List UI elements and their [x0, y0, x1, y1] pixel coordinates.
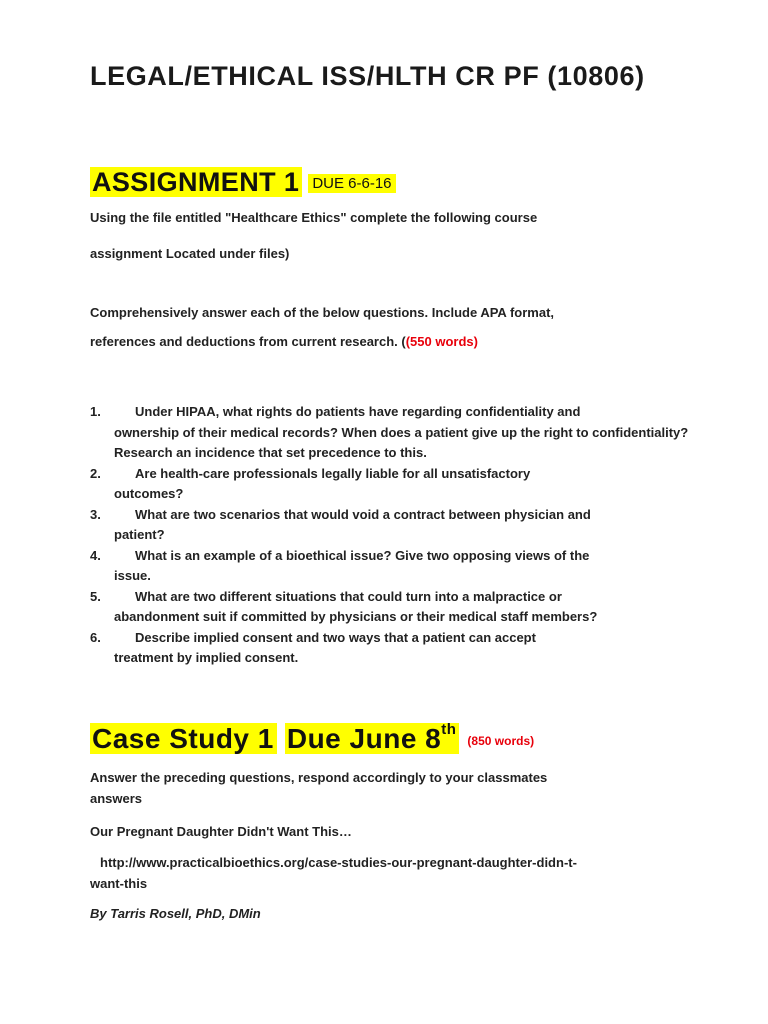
- assignment-directions-line-2: [90, 334, 710, 349]
- assignment-directions-line-1: Comprehensively answer each of the below questions. Include APA format,: [90, 305, 555, 320]
- question-item: [90, 505, 730, 546]
- question-item: [90, 587, 730, 628]
- question-text-first: Describe implied consent and two ways that a patient can accept: [135, 629, 536, 645]
- case-study-url-line-2[interactable]: want-this: [90, 876, 148, 891]
- question-item: [90, 402, 730, 464]
- question-number: 2.: [90, 465, 101, 481]
- question-number: 5.: [90, 588, 101, 604]
- question-item: [90, 546, 730, 587]
- question-item: [90, 464, 730, 505]
- assignment-title: ASSIGNMENT 1: [90, 167, 302, 197]
- question-text-rest: outcomes?: [114, 486, 184, 501]
- case-study-title: Case Study 1: [90, 723, 277, 754]
- question-number: 4.: [90, 547, 101, 563]
- directions-text: references and deductions from current research. (: [90, 334, 406, 349]
- case-study-due-date: [285, 723, 460, 754]
- question-number: 3.: [90, 506, 101, 522]
- question-item: [90, 628, 730, 669]
- question-text-rest: patient?: [114, 527, 165, 542]
- assignment-instructions-line-2: assignment Located under files): [90, 246, 290, 261]
- case-study-word-count: (850 words): [467, 734, 535, 749]
- case-study-due-text: Due June 8: [286, 723, 442, 755]
- question-text-first: What are two scenarios that would void a contract between physician and: [135, 506, 591, 522]
- question-text-rest: ownership of their medical records? When does a patient give up the right to confidentiality? Research an incidence that set precedence to this.: [114, 424, 689, 460]
- case-study-url-line-1[interactable]: http://www.practicalbioethics.org/case-studies-our-pregnant-daughter-didn-t-: [100, 855, 577, 870]
- question-text-first: What are two different situations that could turn into a malpractice or: [135, 588, 562, 604]
- case-study-heading: [90, 712, 534, 761]
- question-text-rest: abandonment suit if committed by physicians or their medical staff members?: [114, 609, 598, 624]
- question-list: [90, 402, 730, 669]
- case-study-case-title: Our Pregnant Daughter Didn't Want This…: [90, 824, 352, 839]
- case-study-instructions-line-1: Answer the preceding questions, respond accordingly to your classmates: [90, 770, 548, 785]
- question-text-first: Are health-care professionals legally liable for all unsatisfactory: [135, 465, 531, 481]
- assignment-word-count: (550 words): [405, 334, 478, 349]
- question-number: 1.: [90, 404, 101, 419]
- question-text-first: What is an example of a bioethical issue? Give two opposing views of the: [135, 547, 590, 563]
- case-study-instructions-line-2: answers: [90, 791, 143, 806]
- question-number: 6.: [90, 629, 101, 645]
- case-study-byline: By Tarris Rosell, PhD, DMin: [90, 906, 261, 921]
- assignment-instructions-line-1: Using the file entitled "Healthcare Ethics" complete the following course: [90, 210, 538, 225]
- question-text-rest: treatment by implied consent.: [114, 650, 299, 665]
- assignment-heading: [90, 161, 396, 203]
- assignment-due-date: DUE 6-6-16: [308, 174, 395, 193]
- case-study-due-suffix: th: [441, 721, 457, 738]
- question-text-first: Under HIPAA, what rights do patients have regarding confidentiality and: [135, 404, 581, 419]
- question-text-rest: issue.: [114, 568, 151, 583]
- course-title: LEGAL/ETHICAL ISS/HLTH CR PF (10806): [90, 61, 645, 91]
